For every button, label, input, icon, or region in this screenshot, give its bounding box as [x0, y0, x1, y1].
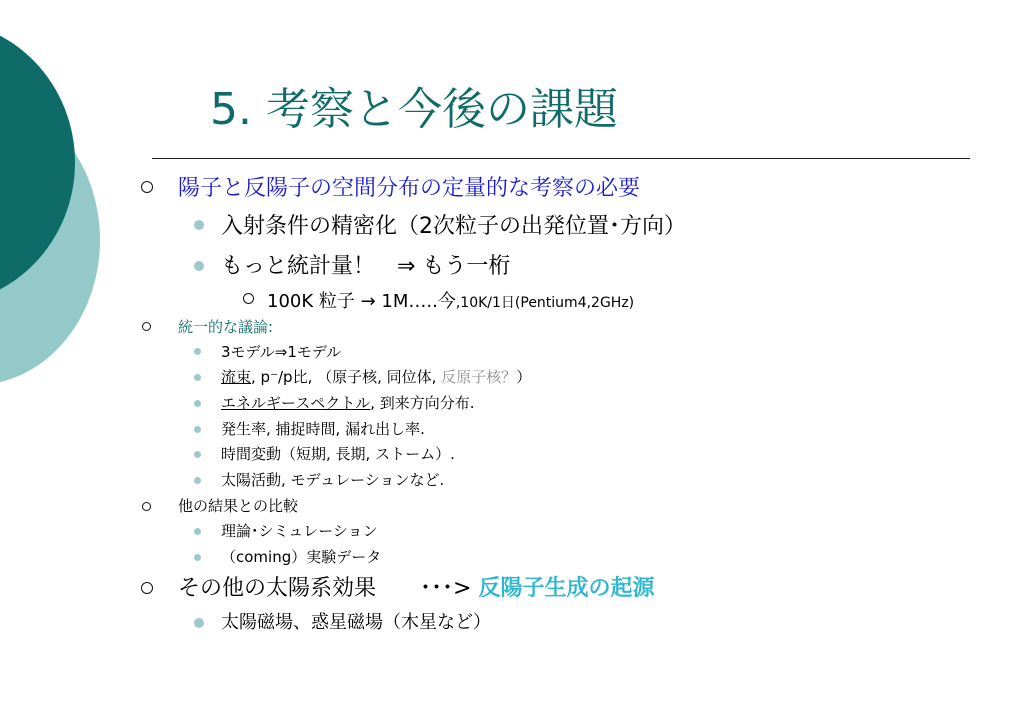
dot-bullet-icon — [194, 618, 204, 628]
dot-bullet-icon — [194, 528, 201, 535]
dot-bullet-icon — [194, 426, 201, 433]
list-item-unified-discussion: 統一的な議論: — [178, 318, 274, 336]
list-item-solar-system-effects: その他の太陽系効果 ･･･> 反陽子生成の起源 — [178, 576, 655, 601]
list-item-magnetic-fields: 太陽磁場、惑星磁場（木星など） — [221, 612, 491, 633]
list-item-spatial-distribution: 陽子と反陽子の空間分布の定量的な考察の必要 — [178, 176, 641, 201]
dot-bullet-icon — [194, 220, 204, 230]
list-item-particle-count: 100K 粒子 → 1M…..今,10K/1日(Pentium4,2GHz) — [267, 291, 635, 312]
dot-bullet-icon — [194, 261, 204, 271]
dot-bullet-icon — [194, 554, 201, 561]
dot-bullet-icon — [194, 400, 201, 407]
open-circle-bullet-icon — [141, 181, 153, 193]
list-item-time-variation: 時間変動（短期, 長期, ストーム）. — [221, 445, 455, 463]
title-divider — [152, 158, 970, 159]
list-item-comparison: 他の結果との比較 — [178, 497, 299, 515]
dot-bullet-icon — [194, 451, 201, 458]
list-item-energy-spectrum: エネルギースペクトル, 到来方向分布. — [221, 394, 475, 412]
list-item-production-rate: 発生率, 捕捉時間, 漏れ出し率. — [221, 420, 425, 438]
list-item-statistics: もっと統計量！ ⇒ もう一桁 — [221, 254, 511, 279]
list-item-solar-activity: 太陽活動, モデュレーションなど. — [221, 471, 445, 489]
dot-bullet-icon — [194, 374, 201, 381]
open-circle-bullet-icon — [141, 582, 153, 594]
list-item-flux: 流束, p⁻/p比, （原子核, 同位体, 反原子核？） — [221, 368, 532, 386]
open-circle-bullet-icon — [142, 322, 151, 331]
open-circle-bullet-icon — [142, 502, 151, 511]
list-item-experimental-data: （coming）実験データ — [221, 548, 382, 566]
open-circle-bullet-icon — [243, 293, 254, 304]
dot-bullet-icon — [194, 348, 201, 355]
dot-bullet-icon — [194, 477, 201, 484]
slide-title: 5. 考察と今後の課題 — [210, 84, 618, 135]
list-item-injection-conditions: 入射条件の精密化（2次粒子の出発位置･方向） — [221, 214, 686, 239]
list-item-theory-simulation: 理論･シミュレーション — [221, 522, 378, 540]
list-item-models: 3モデル⇒1モデル — [221, 343, 342, 361]
